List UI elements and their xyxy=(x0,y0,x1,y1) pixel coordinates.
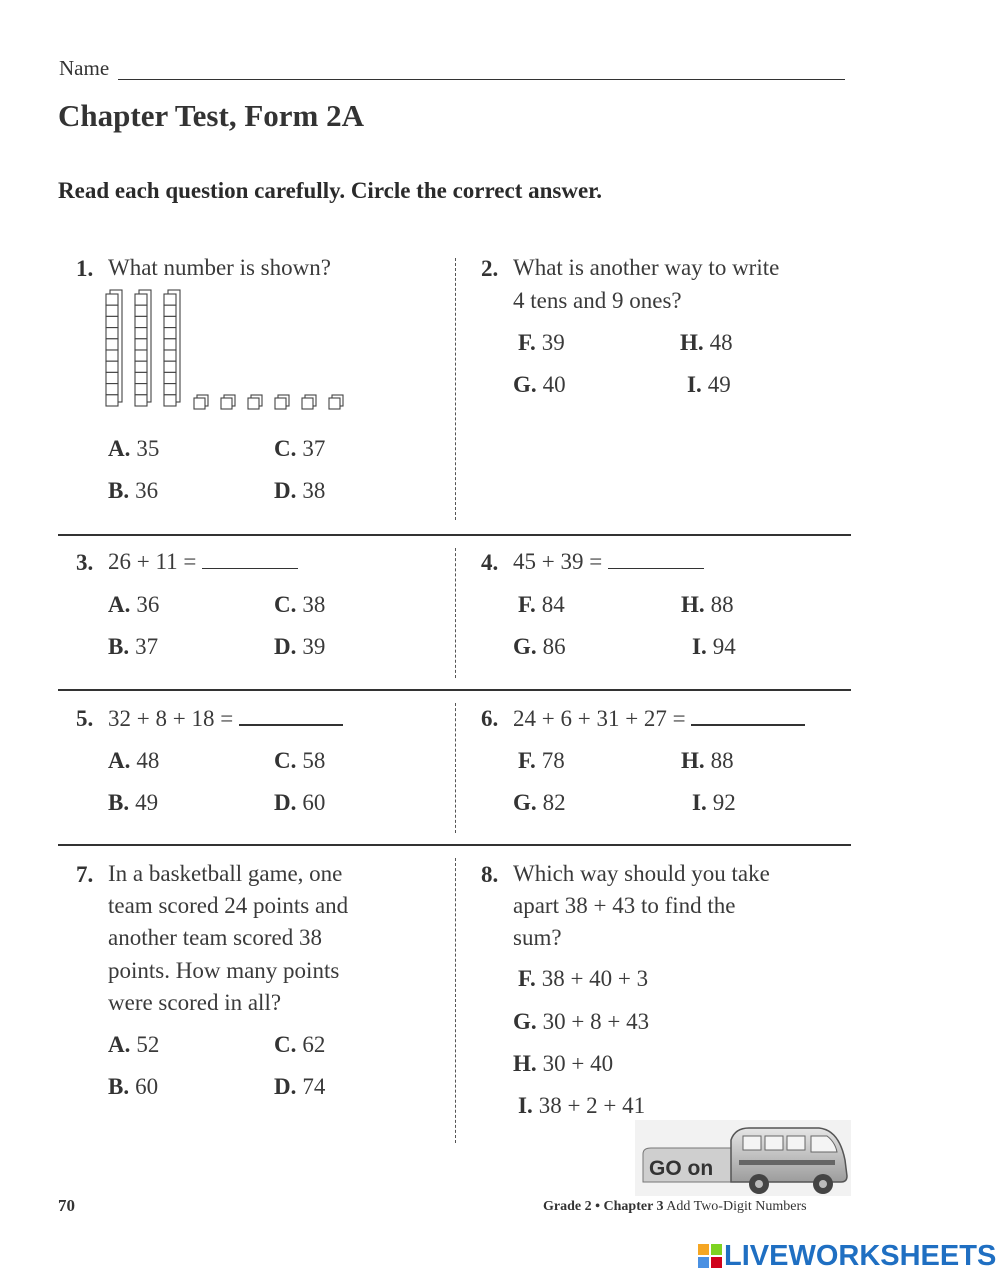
question-text-line-3: sum? xyxy=(513,925,562,950)
answer-blank[interactable] xyxy=(202,546,298,569)
instructions: Read each question carefully. Circle the correct answer. xyxy=(58,178,603,203)
row-divider-3 xyxy=(58,844,851,846)
liveworksheets-wordmark: LIVEWORKSHEETS xyxy=(724,1239,997,1272)
option-d[interactable]: D. 60 xyxy=(274,790,326,815)
ones-cube xyxy=(329,395,343,409)
option-c[interactable]: C. 37 xyxy=(274,436,326,461)
option-d[interactable]: D. 38 xyxy=(274,478,326,503)
answer-blank[interactable] xyxy=(691,702,805,726)
ones-cube xyxy=(248,395,262,409)
option-d[interactable]: D. 39 xyxy=(274,634,326,659)
question-number: 5. xyxy=(76,706,94,731)
option-b[interactable]: B. 37 xyxy=(108,634,159,659)
option-d[interactable]: D. 74 xyxy=(274,1074,326,1099)
row-divider-2 xyxy=(58,689,851,691)
option-i[interactable]: I. 49 xyxy=(687,372,731,397)
option-a[interactable]: A. 48 xyxy=(108,748,160,773)
option-b[interactable]: B. 36 xyxy=(108,478,159,503)
question-number: 4. xyxy=(481,550,499,575)
option-b[interactable]: B. 60 xyxy=(108,1074,159,1099)
question-text-line-1: What is another way to write xyxy=(513,255,780,280)
option-g[interactable]: G. 86 xyxy=(513,634,566,659)
page-title: Chapter Test, Form 2A xyxy=(58,98,364,133)
question-text: 32 + 8 + 18 = xyxy=(108,702,343,736)
question-text-line-2: 4 tens and 9 ones? xyxy=(513,288,682,313)
question-number: 3. xyxy=(76,550,94,575)
column-divider-1 xyxy=(455,258,456,520)
option-a[interactable]: A. 52 xyxy=(108,1032,160,1057)
go-on-label: GO on xyxy=(649,1157,714,1180)
option-c[interactable]: C. 62 xyxy=(274,1032,326,1057)
question-number: 1. xyxy=(76,256,94,281)
option-f[interactable]: F. 84 xyxy=(518,592,565,617)
option-i[interactable]: I. 38 + 2 + 41 xyxy=(518,1093,646,1118)
question-text-line-1: In a basketball game, one xyxy=(108,861,343,886)
column-divider-2 xyxy=(455,548,456,678)
ones-cube xyxy=(194,395,208,409)
answer-blank[interactable] xyxy=(239,702,343,726)
option-i[interactable]: I. 94 xyxy=(692,634,736,659)
option-h[interactable]: H. 88 xyxy=(681,592,734,617)
footer-chapter: Grade 2 • Chapter 3 Add Two-Digit Numbers xyxy=(543,1199,807,1214)
question-number: 7. xyxy=(76,862,94,887)
question-text-line-4: points. How many points xyxy=(108,958,340,983)
tens-rod xyxy=(135,290,151,406)
option-h[interactable]: H. 48 xyxy=(680,330,733,355)
option-f[interactable]: F. 39 xyxy=(518,330,565,355)
question-text-line-2: team scored 24 points and xyxy=(108,893,349,918)
option-a[interactable]: A. 36 xyxy=(108,592,160,617)
base-ten-blocks-figure xyxy=(100,288,350,416)
question-number: 8. xyxy=(481,862,499,887)
question-number: 2. xyxy=(481,256,499,281)
option-b[interactable]: B. 49 xyxy=(108,790,159,815)
option-a[interactable]: A. 35 xyxy=(108,436,160,461)
option-i[interactable]: I. 92 xyxy=(692,790,736,815)
option-f[interactable]: F. 78 xyxy=(518,748,565,773)
liveworksheets-logo[interactable] xyxy=(698,1241,996,1271)
question-text-line-1: Which way should you take xyxy=(513,861,770,886)
option-f[interactable]: F. 38 + 40 + 3 xyxy=(518,966,649,991)
option-c[interactable]: C. 58 xyxy=(274,748,326,773)
row-divider-1 xyxy=(58,534,851,536)
liveworksheets-icon xyxy=(698,1244,722,1268)
question-text: 24 + 6 + 31 + 27 = xyxy=(513,702,805,736)
option-g[interactable]: G. 40 xyxy=(513,372,566,397)
option-g[interactable]: G. 82 xyxy=(513,790,566,815)
question-text: 45 + 39 = xyxy=(513,546,704,579)
question-text: 26 + 11 = xyxy=(108,546,298,579)
ones-cube xyxy=(275,395,289,409)
option-h[interactable]: H. 30 + 40 xyxy=(513,1051,614,1076)
column-divider-4 xyxy=(455,858,456,1143)
ones-cube xyxy=(302,395,316,409)
question-number: 6. xyxy=(481,706,499,731)
option-c[interactable]: C. 38 xyxy=(274,592,326,617)
column-divider-3 xyxy=(455,703,456,833)
ones-cube xyxy=(221,395,235,409)
option-g[interactable]: G. 30 + 8 + 43 xyxy=(513,1009,650,1034)
tens-rod xyxy=(164,290,180,406)
question-text-line-3: another team scored 38 xyxy=(108,925,322,950)
name-label: Name xyxy=(59,56,110,80)
page-number: 70 xyxy=(58,1196,75,1215)
go-on-indicator xyxy=(635,1120,851,1196)
answer-blank[interactable] xyxy=(608,546,704,569)
name-input-line[interactable] xyxy=(118,79,845,80)
option-h[interactable]: H. 88 xyxy=(681,748,734,773)
question-text: What number is shown? xyxy=(108,255,331,280)
question-text-line-2: apart 38 + 43 to find the xyxy=(513,893,736,918)
question-text-line-5: were scored in all? xyxy=(108,990,282,1015)
tens-rod xyxy=(106,290,122,406)
